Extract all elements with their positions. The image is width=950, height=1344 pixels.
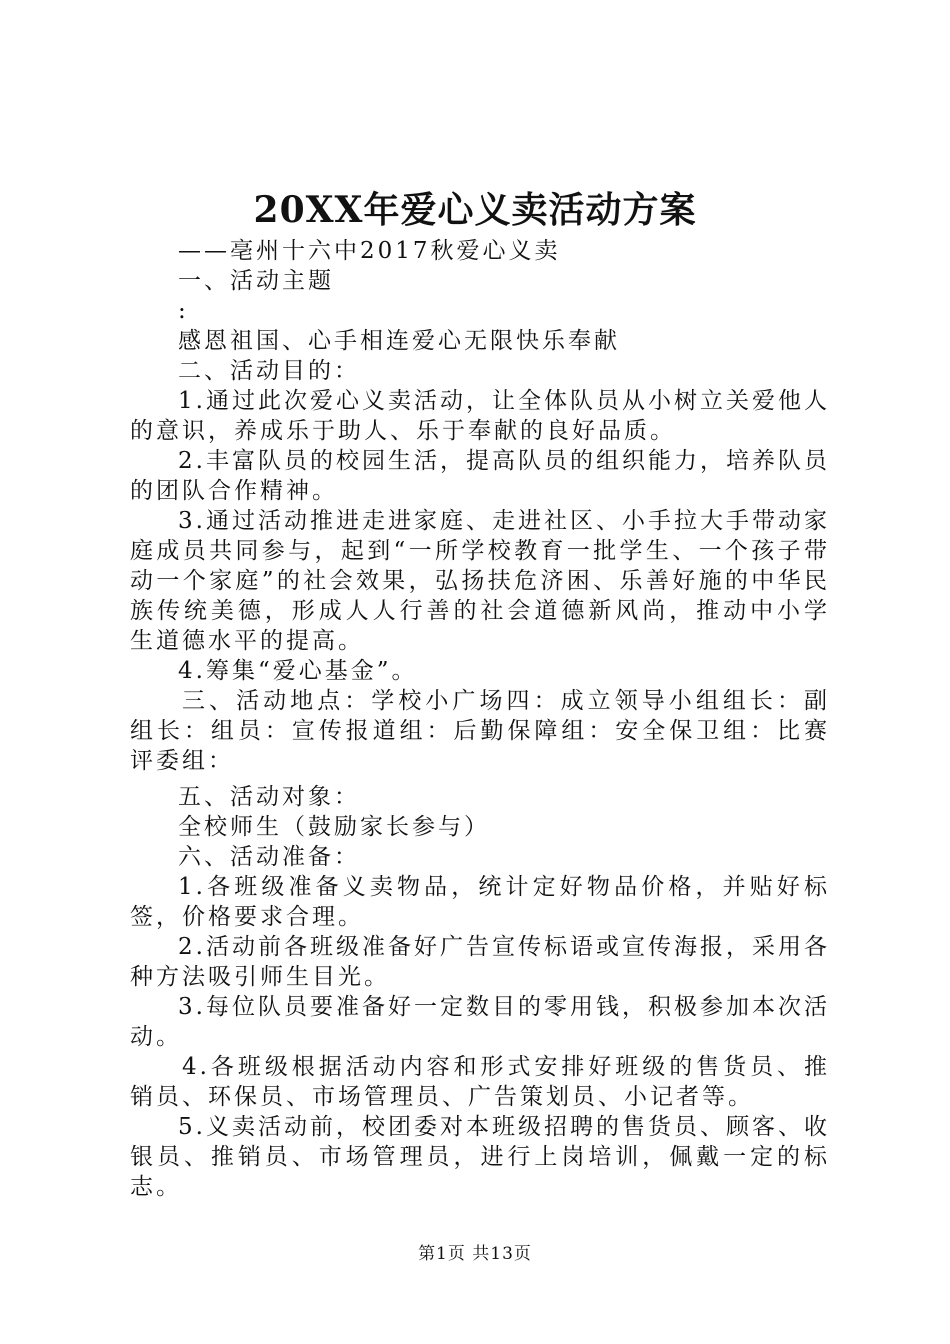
paragraph: 全校师生（鼓励家长参与） [178, 814, 490, 840]
section-heading: 五、活动对象： [178, 784, 360, 810]
list-item: 4.各班级根据活动内容和形式安排好班级的售货员、推销员、环保员、市场管理员、广告策划员、小记者等。 [130, 1054, 830, 1110]
list-item: 1.通过此次爱心义卖活动，让全体队员从小树立关爱他人的意识，养成乐于助人、乐于奉献的良好品质。 [130, 388, 830, 444]
section-heading: 三、活动地点：学校小广场四：成立领导小组组长：副组长：组员：宣传报道组：后勤保障组：安全保卫组：比赛评委组： [130, 688, 830, 774]
list-item: 2.丰富队员的校园生活，提高队员的组织能力，培养队员的团队合作精神。 [130, 448, 830, 504]
list-item: 1.各班级准备义卖物品，统计定好物品价格，并贴好标签，价格要求合理。 [130, 874, 830, 930]
list-item: 4.筹集“爱心基金”。 [178, 658, 418, 684]
document-title: 20XX年爱心义卖活动方案 [253, 189, 697, 231]
page-footer: 第1页 共13页 [418, 1244, 532, 1264]
list-item: 3.每位队员要准备好一定数目的零用钱，积极参加本次活动。 [130, 994, 830, 1050]
paragraph: 感恩祖国、心手相连爱心无限快乐奉献 [178, 328, 620, 354]
paragraph: : [178, 298, 189, 324]
list-item: 3.通过活动推进走进家庭、走进社区、小手拉大手带动家庭成员共同参与，起到“一所学校教育一批学生、一个孩子带动一个家庭”的社会效果，弘扬扶危济困、乐善好施的中华民族传统美德，形成人人行善的社会道德新风尚，推动中小学生道德水平的提高。 [130, 508, 830, 654]
subtitle: ——亳州十六中2017秋爱心义卖 [178, 238, 561, 264]
list-item: 2.活动前各班级准备好广告宣传标语或宣传海报，采用各种方法吸引师生目光。 [130, 934, 830, 990]
section-heading: 一、活动主题 [178, 268, 334, 294]
document-body [130, 236, 830, 1202]
section-heading: 六、活动准备： [178, 844, 360, 870]
section-heading: 二、活动目的： [178, 358, 360, 384]
list-item: 5.义卖活动前，校团委对本班级招聘的售货员、顾客、收银员、推销员、市场管理员，进行上岗培训，佩戴一定的标志。 [130, 1114, 830, 1200]
